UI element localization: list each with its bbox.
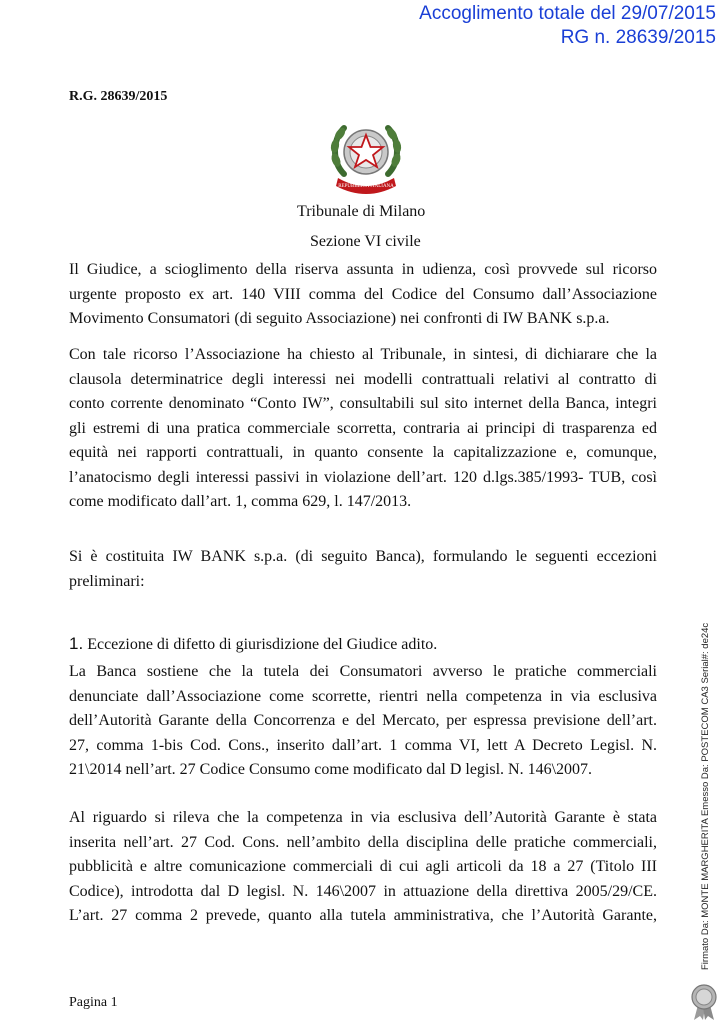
text-line: Con tale ricorso l’Associazione ha chiesto al Tribunale, in sintesi, di dichiarare che la <box>69 346 657 363</box>
text-line: L’art. 27 comma 2 prevede, quanto alla tutela amministrativa, che l’Autorità Garante, <box>69 907 657 924</box>
text-line: 21\2014 nell’art. 27 Codice Consumo come modificato dal D legisl. N. 146\2007. <box>69 761 593 778</box>
court-section: Sezione VI civile <box>310 233 421 250</box>
paragraph-banca <box>69 660 657 783</box>
paragraph-costituzione <box>69 545 657 594</box>
text-line: conto corrente denominato “Conto IW”, consultabili sul sito internet della Banca, integri <box>69 395 657 412</box>
text-line: Si è costituita IW BANK s.p.a. (di seguito Banca), formulando le seguenti eccezioni <box>69 548 657 565</box>
text-line: Il Giudice, a scioglimento della riserva assunta in udienza, così provvede sul ricorso <box>69 261 657 278</box>
doc-number: R.G. 28639/2015 <box>69 89 168 104</box>
case-number-stamp: RG n. 28639/2015 <box>560 27 716 48</box>
page-number: Pagina 1 <box>69 995 118 1010</box>
text-line: clausola determinatrice degli interessi nei modelli contrattuali relativi al contratto di <box>69 370 657 388</box>
paragraph-riguardo <box>69 806 657 929</box>
text-line: La Banca sostiene che la tutela dei Consumatori avverso le pratiche commerciali <box>69 663 657 680</box>
text-line: urgente proposto ex art. 140 VIII comma del Codice del Consumo dall’Associazione <box>69 285 657 303</box>
text-line: Codice), introdotta dal D legisl. N. 146\2007 in attuazione della direttiva 2005/29/CE. <box>69 882 657 900</box>
text-line: 27, comma 1-bis Cod. Cons., inserito dall’art. 1 comma VI, lett A Decreto Legisl. N. <box>69 736 657 754</box>
section-number: 1. <box>69 634 84 653</box>
digital-signature-note: Firmato Da: MONTE MARGHERITA Emesso Da: POSTECOM CA3 Serial#: de24c <box>700 622 711 970</box>
text-line: inserita nell’art. 27 Cod. Cons. nell’ambito della disciplina delle pratiche commerciali, <box>69 833 657 851</box>
text-line: Movimento Consumatori (di seguito Associazione) nei confronti di IW BANK s.p.a. <box>69 310 610 327</box>
text-line: come modificato dall’art. 1, comma 629, l. 147/2013. <box>69 493 412 510</box>
section-title: Eccezione di difetto di giurisdizione del Giudice adito. <box>83 636 438 653</box>
text-line: pubblicità e altre comunicazione commerciali di cui agli articoli da 18 a 27 (Titolo III <box>69 858 657 875</box>
paragraph-ricorso <box>69 343 657 515</box>
text-line: dell’Autorità Garante della Concorrenza e del Mercato, per espressa previsione dell’art. <box>69 712 657 729</box>
court-name: Tribunale di Milano <box>297 203 426 220</box>
text-line: denunciate dall’Associazione come scorrette, rientri nella competenza in via esclusiva <box>69 687 657 705</box>
text-line: l’anatocismo degli interessi passivi in violazione dell’art. 120 d.lgs.385/1993- TUB, così <box>69 468 657 486</box>
paragraph-intro <box>69 258 657 332</box>
text-line: Al riguardo si rileva che la competenza in via esclusiva dell’Autorità Garante è stata <box>69 809 657 826</box>
text-line: gli estremi di una pratica commerciale scorretta, contraria ai principi di trasparenza ed <box>69 419 657 437</box>
section-heading <box>69 634 437 654</box>
text-line: equità nei rapporti contrattuali, in quanto consente la capitalizzazione e, comunque, <box>69 444 657 461</box>
text-line: preliminari: <box>69 572 145 590</box>
certification-seal-icon <box>689 983 719 1021</box>
decision-stamp: Accoglimento totale del 29/07/2015 <box>419 3 716 24</box>
italian-republic-emblem <box>326 112 406 198</box>
emblem-ribbon-text: REPUBBLICA ITALIANA <box>338 184 394 189</box>
